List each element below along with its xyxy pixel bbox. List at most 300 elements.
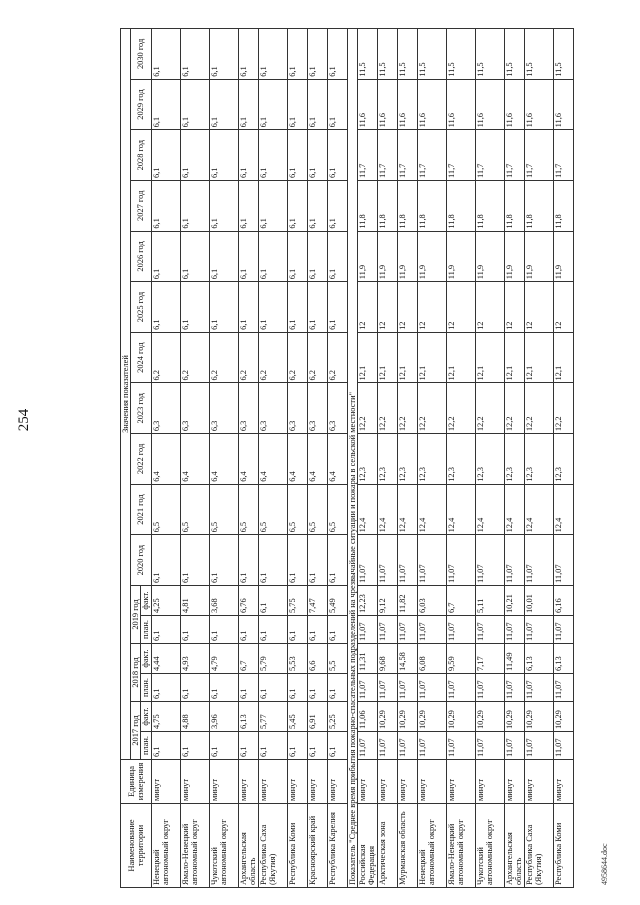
value-cell: 11,5: [397, 29, 417, 80]
value-cell: 11,07: [553, 616, 573, 644]
value-cell: 12,1: [553, 332, 573, 383]
value-cell: 6,5: [258, 484, 287, 535]
value-cell: 14,58: [397, 644, 417, 674]
value-cell: 11,9: [397, 231, 417, 282]
value-cell: 11,8: [357, 181, 377, 232]
col-header-name: Наименование территории: [121, 804, 152, 888]
value-cell: 6,1: [238, 732, 258, 760]
value-cell: 11,07: [397, 616, 417, 644]
value-cell: 11,6: [504, 79, 524, 130]
value-cell: 11,6: [377, 79, 397, 130]
value-cell: 12: [397, 282, 417, 333]
value-cell: 6,1: [258, 732, 287, 760]
value-cell: 12,2: [475, 383, 504, 434]
value-cell: 11,6: [553, 79, 573, 130]
value-cell: 6,1: [327, 29, 347, 80]
value-cell: 6,03: [417, 586, 446, 616]
value-cell: 6,4: [327, 434, 347, 485]
value-cell: 12,4: [504, 484, 524, 535]
col-header-year: 2029 год: [131, 79, 151, 130]
value-cell: 5,53: [287, 644, 307, 674]
value-cell: 12,1: [417, 332, 446, 383]
territory-name: Красноярский край: [307, 804, 327, 888]
value-cell: 11,07: [446, 616, 475, 644]
value-cell: 6,1: [180, 535, 209, 586]
value-cell: 10,21: [504, 586, 524, 616]
value-cell: 11,7: [377, 130, 397, 181]
value-cell: 11,07: [357, 732, 377, 760]
value-cell: 12,3: [377, 434, 397, 485]
value-cell: 11,7: [524, 130, 553, 181]
value-cell: 4,88: [180, 702, 209, 732]
value-cell: 12,2: [357, 383, 377, 434]
unit-cell: минут: [475, 760, 504, 804]
value-cell: 6,3: [307, 383, 327, 434]
value-cell: 11,07: [524, 674, 553, 702]
value-cell: 6,1: [307, 29, 327, 80]
value-cell: 6,1: [209, 181, 238, 232]
value-cell: 6,1: [238, 535, 258, 586]
value-cell: 11,9: [417, 231, 446, 282]
value-cell: 6,1: [180, 231, 209, 282]
territory-name: Арктическая зона: [377, 804, 397, 888]
value-cell: 9,12: [377, 586, 397, 616]
territory-name: Ямало-Ненецкий автономный округ: [180, 804, 209, 888]
value-cell: 11,07: [553, 535, 573, 586]
value-cell: 12,1: [524, 332, 553, 383]
value-cell: 11,07: [357, 535, 377, 586]
value-cell: 12,4: [417, 484, 446, 535]
value-cell: 11,07: [357, 616, 377, 644]
unit-cell: минут: [524, 760, 553, 804]
value-cell: 6,5: [327, 484, 347, 535]
value-cell: 6,1: [180, 29, 209, 80]
table-section: [347, 29, 357, 888]
territory-name: Чукотский автономный округ: [475, 804, 504, 888]
value-cell: 6,3: [258, 383, 287, 434]
value-cell: 12,4: [446, 484, 475, 535]
value-cell: 6,7: [446, 586, 475, 616]
value-cell: 11,8: [446, 181, 475, 232]
value-cell: 4,81: [180, 586, 209, 616]
value-cell: 12,23: [357, 586, 377, 616]
value-cell: 6,1: [151, 181, 180, 232]
value-cell: 11,8: [475, 181, 504, 232]
value-cell: 6,3: [327, 383, 347, 434]
value-cell: 12,3: [475, 434, 504, 485]
value-cell: 3,68: [209, 586, 238, 616]
value-cell: 6,1: [307, 231, 327, 282]
value-cell: 11,07: [377, 674, 397, 702]
value-cell: 6,5: [209, 484, 238, 535]
value-cell: 6,1: [238, 29, 258, 80]
table-body-group2: [357, 29, 573, 888]
value-cell: 6,1: [327, 130, 347, 181]
value-cell: 6,1: [258, 586, 287, 616]
value-cell: 6,1: [307, 732, 327, 760]
value-cell: 6,1: [238, 130, 258, 181]
table-row: [327, 29, 347, 888]
value-cell: 6,3: [151, 383, 180, 434]
value-cell: 10,01: [524, 586, 553, 616]
territory-name: Российская Федерация: [357, 804, 377, 888]
value-cell: 12,2: [524, 383, 553, 434]
value-cell: 12,1: [446, 332, 475, 383]
value-cell: 11,7: [397, 130, 417, 181]
unit-cell: минут: [417, 760, 446, 804]
page-number: 254: [16, 408, 32, 432]
col-header-year: 2030 год: [131, 29, 151, 80]
table-row: [446, 29, 475, 888]
value-cell: 10,29: [524, 702, 553, 732]
table-row: [238, 29, 258, 888]
value-cell: 6,1: [307, 674, 327, 702]
value-cell: 11,6: [397, 79, 417, 130]
value-cell: 6,1: [287, 282, 307, 333]
value-cell: 6,1: [287, 674, 307, 702]
territory-name: Ненецкий автономный округ: [151, 804, 180, 888]
value-cell: 12: [357, 282, 377, 333]
unit-cell: минут: [504, 760, 524, 804]
col-header-unit: Единица измерения: [121, 760, 152, 804]
value-cell: 11,5: [504, 29, 524, 80]
value-cell: 6,1: [287, 616, 307, 644]
value-cell: 6,1: [307, 79, 327, 130]
col-header-plan: план.: [141, 616, 151, 644]
value-cell: 6,1: [209, 732, 238, 760]
unit-cell: минут: [446, 760, 475, 804]
value-cell: 10,29: [504, 702, 524, 732]
value-cell: 12: [446, 282, 475, 333]
table-row: [377, 29, 397, 888]
value-cell: 6,1: [151, 231, 180, 282]
value-cell: 10,29: [397, 702, 417, 732]
value-cell: 4,25: [151, 586, 180, 616]
value-cell: 5,49: [327, 586, 347, 616]
territory-name: Чукотский автономный округ: [209, 804, 238, 888]
territory-name: Ненецкий автономный округ: [417, 804, 446, 888]
value-cell: 6,1: [209, 282, 238, 333]
table-row: [475, 29, 504, 888]
value-cell: 6,1: [287, 29, 307, 80]
table-row: [417, 29, 446, 888]
value-cell: 6,1: [151, 282, 180, 333]
value-cell: 6,1: [180, 674, 209, 702]
value-cell: 11,07: [475, 732, 504, 760]
value-cell: 12,1: [357, 332, 377, 383]
value-cell: 5,45: [287, 702, 307, 732]
value-cell: 6,2: [180, 332, 209, 383]
value-cell: 6,4: [238, 434, 258, 485]
value-cell: 6,1: [287, 535, 307, 586]
value-cell: 6,3: [238, 383, 258, 434]
rotated-table-container: [120, 28, 612, 888]
value-cell: 6,1: [307, 535, 327, 586]
value-cell: 6,76: [238, 586, 258, 616]
value-cell: 12,3: [504, 434, 524, 485]
value-cell: 11,7: [357, 130, 377, 181]
value-cell: 3,96: [209, 702, 238, 732]
value-cell: 6,1: [180, 732, 209, 760]
value-cell: 6,1: [327, 79, 347, 130]
value-cell: 6,1: [327, 674, 347, 702]
value-cell: 9,68: [377, 644, 397, 674]
value-cell: 6,1: [327, 535, 347, 586]
value-cell: 6,13: [238, 702, 258, 732]
value-cell: 6,4: [287, 434, 307, 485]
value-cell: 6,1: [180, 130, 209, 181]
value-cell: 11,7: [553, 130, 573, 181]
unit-cell: минут: [397, 760, 417, 804]
territory-name: Архангельская область: [238, 804, 258, 888]
table-row: [553, 29, 573, 888]
table-row: [357, 29, 377, 888]
value-cell: 11,49: [504, 644, 524, 674]
value-cell: 11,8: [397, 181, 417, 232]
unit-cell: минут: [151, 760, 180, 804]
value-cell: 11,07: [377, 732, 397, 760]
value-cell: 6,2: [258, 332, 287, 383]
value-cell: 6,1: [258, 79, 287, 130]
value-cell: 6,1: [209, 674, 238, 702]
value-cell: 11,07: [553, 674, 573, 702]
value-cell: 12,2: [417, 383, 446, 434]
unit-cell: минут: [287, 760, 307, 804]
value-cell: 12,3: [553, 434, 573, 485]
value-cell: 6,2: [209, 332, 238, 383]
table-row: [397, 29, 417, 888]
value-cell: 6,7: [238, 644, 258, 674]
value-cell: 11,6: [357, 79, 377, 130]
territory-name: Мурманская область: [397, 804, 417, 888]
value-cell: 7,17: [475, 644, 504, 674]
value-cell: 6,1: [209, 535, 238, 586]
value-cell: 6,1: [238, 79, 258, 130]
value-cell: 6,1: [327, 282, 347, 333]
value-cell: 4,93: [180, 644, 209, 674]
value-cell: 6,1: [258, 29, 287, 80]
value-cell: 6,16: [553, 586, 573, 616]
value-cell: 11,5: [553, 29, 573, 80]
value-cell: 11,6: [446, 79, 475, 130]
value-cell: 6,1: [327, 231, 347, 282]
value-cell: 6,3: [209, 383, 238, 434]
value-cell: 6,1: [307, 282, 327, 333]
value-cell: 11,07: [377, 616, 397, 644]
value-cell: 12,2: [397, 383, 417, 434]
value-cell: 5,77: [258, 702, 287, 732]
value-cell: 11,07: [397, 674, 417, 702]
value-cell: 6,1: [238, 181, 258, 232]
table-body-group1: [151, 29, 347, 888]
unit-cell: минут: [377, 760, 397, 804]
value-cell: 6,91: [307, 702, 327, 732]
table-row: [524, 29, 553, 888]
col-header-year: 2023 год: [131, 383, 151, 434]
col-header-plan: план.: [141, 732, 151, 760]
value-cell: 11,07: [417, 674, 446, 702]
table-row: [180, 29, 209, 888]
value-cell: 6,1: [258, 616, 287, 644]
value-cell: 5,11: [475, 586, 504, 616]
value-cell: 11,07: [553, 732, 573, 760]
value-cell: 10,29: [417, 702, 446, 732]
col-header-year: 2020 год: [131, 535, 151, 586]
value-cell: 6,1: [209, 130, 238, 181]
value-cell: 12,3: [357, 434, 377, 485]
value-cell: 6,1: [151, 29, 180, 80]
value-cell: 10,29: [446, 702, 475, 732]
unit-cell: минут: [307, 760, 327, 804]
value-cell: 6,13: [553, 644, 573, 674]
value-cell: 7,47: [307, 586, 327, 616]
value-cell: 11,07: [475, 674, 504, 702]
col-header-year: 2021 год: [131, 484, 151, 535]
value-cell: 6,1: [180, 616, 209, 644]
value-cell: 11,07: [397, 732, 417, 760]
value-cell: 11,8: [417, 181, 446, 232]
value-cell: 11,9: [524, 231, 553, 282]
table-row: [258, 29, 287, 888]
value-cell: 10,29: [553, 702, 573, 732]
value-cell: 11,07: [417, 616, 446, 644]
col-header-fact: факт.: [141, 702, 151, 732]
col-header-values: Значения показателей: [121, 29, 131, 760]
value-cell: 11,82: [397, 586, 417, 616]
value-cell: 6,1: [258, 231, 287, 282]
value-cell: 6,1: [180, 79, 209, 130]
value-cell: 6,1: [287, 181, 307, 232]
value-cell: 11,07: [446, 674, 475, 702]
value-cell: 10,29: [475, 702, 504, 732]
value-cell: 6,1: [258, 130, 287, 181]
value-cell: 12: [417, 282, 446, 333]
unit-cell: минут: [553, 760, 573, 804]
value-cell: 6,1: [238, 282, 258, 333]
col-header-year: 2028 год: [131, 130, 151, 181]
value-cell: 11,9: [504, 231, 524, 282]
unit-cell: минут: [180, 760, 209, 804]
value-cell: 11,07: [524, 535, 553, 586]
value-cell: 12,4: [553, 484, 573, 535]
value-cell: 11,07: [504, 674, 524, 702]
value-cell: 11,07: [397, 535, 417, 586]
value-cell: 5,75: [287, 586, 307, 616]
value-cell: 11,9: [553, 231, 573, 282]
value-cell: 12,2: [446, 383, 475, 434]
value-cell: 6,1: [307, 181, 327, 232]
value-cell: 12,3: [397, 434, 417, 485]
value-cell: 6,1: [238, 674, 258, 702]
col-header-fact: факт.: [141, 586, 151, 616]
value-cell: 6,5: [238, 484, 258, 535]
value-cell: 6,1: [238, 616, 258, 644]
value-cell: 11,07: [524, 616, 553, 644]
value-cell: 6,1: [327, 181, 347, 232]
col-header-year: 2026 год: [131, 231, 151, 282]
value-cell: 6,4: [180, 434, 209, 485]
value-cell: 6,1: [307, 616, 327, 644]
value-cell: 12: [475, 282, 504, 333]
value-cell: 6,1: [307, 130, 327, 181]
value-cell: 6,2: [327, 332, 347, 383]
col-header-year: 2025 год: [131, 282, 151, 333]
value-cell: 11,5: [377, 29, 397, 80]
value-cell: 11,6: [524, 79, 553, 130]
unit-cell: минут: [357, 760, 377, 804]
value-cell: 12,2: [553, 383, 573, 434]
value-cell: 12,3: [524, 434, 553, 485]
col-header-2017: 2017 год: [131, 702, 141, 760]
value-cell: 6,1: [327, 616, 347, 644]
unit-cell: минут: [327, 760, 347, 804]
value-cell: 6,2: [307, 332, 327, 383]
value-cell: 11,07: [417, 535, 446, 586]
col-header-year: 2022 год: [131, 434, 151, 485]
value-cell: 12: [377, 282, 397, 333]
value-cell: 5,5: [327, 644, 347, 674]
value-cell: 6,2: [287, 332, 307, 383]
value-cell: 11,07: [446, 732, 475, 760]
value-cell: 6,5: [151, 484, 180, 535]
value-cell: 12,4: [357, 484, 377, 535]
value-cell: 11,9: [377, 231, 397, 282]
territory-name: Республика Коми: [287, 804, 307, 888]
value-cell: 6,1: [151, 79, 180, 130]
value-cell: 11,07: [475, 535, 504, 586]
value-cell: 6,1: [180, 282, 209, 333]
value-cell: 6,1: [287, 732, 307, 760]
col-header-2018: 2018 год: [131, 644, 141, 702]
value-cell: 11,07: [524, 732, 553, 760]
value-cell: 10,29: [377, 702, 397, 732]
value-cell: 6,1: [258, 674, 287, 702]
value-cell: 11,9: [357, 231, 377, 282]
value-cell: 6,3: [287, 383, 307, 434]
value-cell: 6,4: [307, 434, 327, 485]
value-cell: 6,6: [307, 644, 327, 674]
value-cell: 6,1: [180, 181, 209, 232]
value-cell: 11,5: [475, 29, 504, 80]
value-cell: 6,1: [209, 231, 238, 282]
value-cell: 11,8: [553, 181, 573, 232]
value-cell: 12,4: [397, 484, 417, 535]
value-cell: 12: [504, 282, 524, 333]
value-cell: 11,07: [504, 732, 524, 760]
value-cell: 12,2: [504, 383, 524, 434]
value-cell: 11,5: [446, 29, 475, 80]
value-cell: 12,1: [377, 332, 397, 383]
territory-name: Ямало-Ненецкий автономный округ: [446, 804, 475, 888]
value-cell: 11,7: [446, 130, 475, 181]
value-cell: 11,07: [417, 732, 446, 760]
table-row: [307, 29, 327, 888]
unit-cell: минут: [238, 760, 258, 804]
value-cell: 11,9: [475, 231, 504, 282]
value-cell: 12,1: [397, 332, 417, 383]
value-cell: 6,3: [180, 383, 209, 434]
value-cell: 12,4: [524, 484, 553, 535]
table-row: [287, 29, 307, 888]
value-cell: 11,07: [504, 535, 524, 586]
value-cell: 5,79: [258, 644, 287, 674]
value-cell: 12: [553, 282, 573, 333]
value-cell: 11,07: [357, 674, 377, 702]
value-cell: 11,8: [377, 181, 397, 232]
value-cell: 6,1: [258, 535, 287, 586]
table-row: [151, 29, 180, 888]
value-cell: 9,59: [446, 644, 475, 674]
